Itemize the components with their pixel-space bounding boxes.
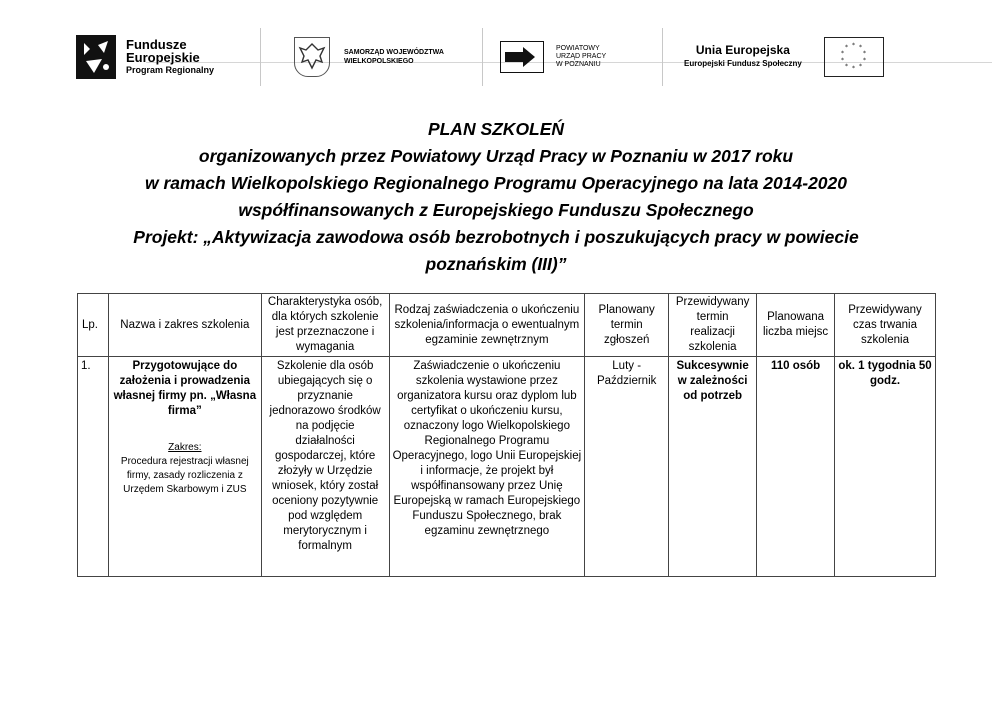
ue-line1: Unia Europejska <box>695 43 790 57</box>
zakres-label: Zakres: <box>168 442 202 453</box>
header-lp: Lp. <box>78 294 109 357</box>
pup-logo <box>496 28 606 86</box>
arrow-icon <box>500 41 544 73</box>
header-nazwa: Nazwa i zakres szkolenia <box>108 294 261 357</box>
zakres-text: Procedura rejestracji własnej firmy, zasady rozliczenia z Urzędem Skarbowym i ZUS <box>120 456 249 495</box>
svg-text:*: * <box>862 50 866 57</box>
fundusze-line3: Program Regionalny <box>126 64 215 75</box>
cell-lp: 1. <box>78 357 109 577</box>
header-termin-zgloszen: Planowany termin zgłoszeń <box>585 294 669 357</box>
fundusze-line1: Fundusze <box>126 36 187 52</box>
svg-text:*: * <box>840 57 844 64</box>
cell-nazwa <box>108 357 261 577</box>
eagle-crest-icon <box>294 37 330 77</box>
table-row <box>78 357 936 577</box>
training-plan-table <box>77 293 936 577</box>
header-charakterystyka: Charakterystyka osób, dla których szkolenie jest przeznaczone i wymagania <box>261 294 389 357</box>
training-name: Przygotowujące do założenia i prowadzenia własnej firmy pn. „Własna firma” <box>113 360 257 417</box>
ue-line2: Europejski Fundusz Społeczny <box>684 59 802 68</box>
unia-europejska-logo <box>668 28 884 86</box>
pup-line1: POWIATOWY <box>556 45 600 52</box>
title-line3: w ramach Wielkopolskiego Regionalnego Programu Operacyjnego na lata 2014-2020 <box>144 173 848 193</box>
svg-text:*: * <box>840 50 844 57</box>
title-line4: współfinansowanych z Europejskiego Funduszu Społecznego <box>238 200 754 220</box>
svg-text:*: * <box>858 63 862 70</box>
svg-text:*: * <box>862 57 866 64</box>
pup-line2: URZĄD PRACY <box>556 53 607 60</box>
fundusze-line2: Europejskie <box>126 49 200 65</box>
logo-separator <box>260 28 261 86</box>
pup-line3: W POZNANIU <box>556 61 601 68</box>
cell-termin-realizacji: Sukcesywnie w zależności od potrzeb <box>669 357 757 577</box>
samorzad-line1: SAMORZĄD WOJEWÓDZTWA <box>344 49 444 56</box>
title-line5: Projekt: „Aktywizacja zawodowa osób bezrobotnych i poszukujących pracy w powiecie <box>133 227 859 247</box>
cell-czas-trwania: ok. 1 tygodnia 50 godz. <box>835 357 936 577</box>
header-czas-trwania: Przewidywany czas trwania szkolenia <box>835 294 936 357</box>
samorzad-logo <box>290 28 444 86</box>
title-line2: organizowanych przez Powiatowy Urząd Pracy w Poznaniu w 2017 roku <box>198 146 794 166</box>
fundusze-europejskie-emblem-icon <box>76 35 116 79</box>
cell-charakterystyka: Szkolenie dla osób ubiegających się o przyznanie jednorazowo środków na podjęcie działalności gospodarczej, które złożyły w Urzędzie wniosek, który został oceniony pozytywnie pod względem merytorycznym i formalnym <box>261 357 389 577</box>
logo-separator <box>662 28 663 86</box>
header-termin-realizacji: Przewidywany termin realizacji szkolenia <box>669 294 757 357</box>
cell-zaswiadczenie: Zaświadczenie o ukończeniu szkolenia wystawione przez organizatora kursu oraz dyplom lub certyfikat o ukończeniu kursu, oznaczony logo Wielkopolskiego Regionalnego Programu Operacyjnego, logo Unii Europejskiej i informacje, że projekt był współfinansowany przez Unię Europejską w ramach Europejskiego Funduszu Społecznego, brak egzaminu zewnętrznego <box>389 357 585 577</box>
header-zaswiadczenie: Rodzaj zaświadczenia o ukończeniu szkolenia/informacja o ewentualnym egzaminie zewnętrznym <box>389 294 585 357</box>
document-title <box>80 116 912 278</box>
logo-separator <box>482 28 483 86</box>
svg-text:*: * <box>844 63 848 70</box>
svg-text:*: * <box>858 44 862 51</box>
header-liczba-miejsc: Planowana liczba miejsc <box>757 294 835 357</box>
logo-bar <box>70 28 940 86</box>
svg-text:*: * <box>851 42 855 49</box>
eu-flag-icon <box>824 37 884 77</box>
svg-text:*: * <box>851 65 855 72</box>
title-line6: poznańskim (III)” <box>425 254 567 274</box>
svg-text:*: * <box>844 44 848 51</box>
fundusze-europejskie-logo <box>70 28 214 86</box>
cell-liczba-miejsc: 110 osób <box>757 357 835 577</box>
table-header-row <box>78 294 936 357</box>
title-line1: PLAN SZKOLEŃ <box>427 119 565 139</box>
cell-termin-zgloszen: Luty - Październik <box>585 357 669 577</box>
samorzad-line2: WIELKOPOLSKIEGO <box>344 58 414 65</box>
